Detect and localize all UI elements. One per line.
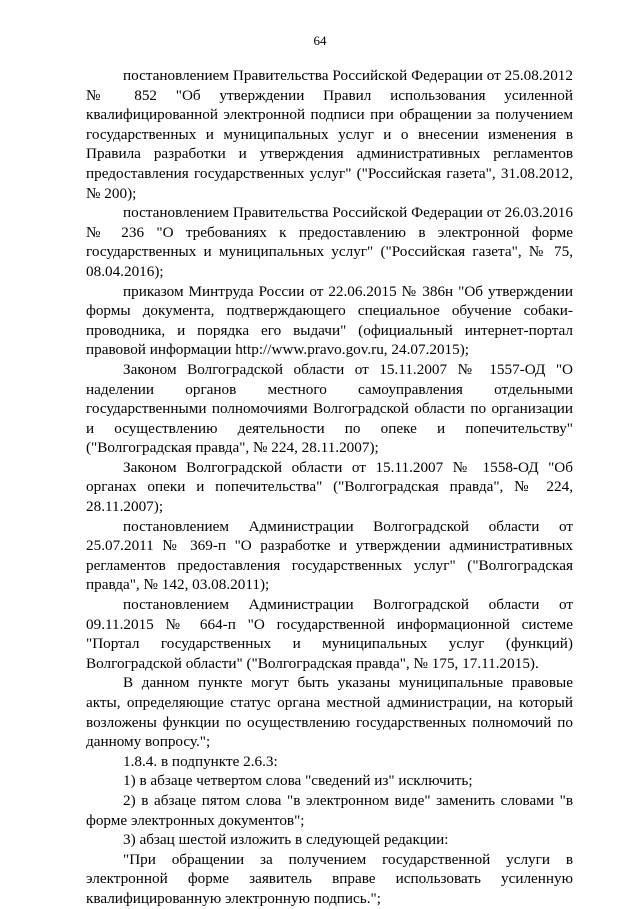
paragraph-municipal-acts-note: В данном пункте могут быть указаны муниципальные правовые акты, определяющие статус органа местной администрации, на который возложены функции по осуществлению государственных полномочий по данному вопросу."; (86, 674, 573, 751)
paragraph-law-1558-od: Законом Волгоградской области от 15.11.2007 № 1558-ОД "Об органах опеки и попечительства" ("Волгоградская правда", № 224, 28.11.2007); (86, 458, 573, 516)
paragraph-law-1557-od: Законом Волгоградской области от 15.11.2007 № 1557-ОД "О наделении органов местного самоуправления отдельными государственными полномочиями Волгоградской области по организации и осуществлению деятельности по опеке и попечительству" ("Волгоградская правда", № 224, 28.11.2007); (86, 360, 573, 457)
paragraph-decree-236: постановлением Правительства Российской Федерации от 26.03.2016 № 236 "О требованиях к предоставлению в электронной форме государственных и муниципальных услуг" ("Российская газета", № 75, 08.04.2016); (86, 204, 573, 280)
paragraph-decree-852: постановлением Правительства Российской Федерации от 25.08.2012 № 852 "Об утверждении Правил использования усиленной квалифицированной электронной подписи при обращении за получением государственных и муниципальных услуг и о внесении изменения в Правила разработки и утверждения административных регламентов предоставления государственных услуг" ("Российская газета", 31.08.2012, № 200); (86, 67, 573, 202)
paragraph-subclause-1-8-4: 1.8.4. в подпункте 2.6.3: (123, 752, 278, 770)
paragraph-new-wording: "При обращении за получением государственной услуги в электронной форме заявитель вправе использовать усиленную квалифицированную электронную подпись."; (86, 850, 573, 907)
paragraph-item-2: 2) в абзаце пятом слова "в электронном виде" заменить словами "в форме электронных документов"; (86, 791, 573, 829)
paragraph-item-1: 1) в абзаце четвертом слова "сведений из" исключить; (123, 772, 473, 790)
document-body (86, 66, 573, 909)
paragraph-item-3: 3) абзац шестой изложить в следующей редакции: (123, 831, 449, 849)
paragraph-order-386n: приказом Минтруда России от 22.06.2015 № 386н "Об утверждении формы документа, подтверждающего специальное обучение собаки-проводника, и порядка его выдачи" (официальный интернет-портал правовой информации http://www.pravo.gov.ru, 24.07.2015); (86, 282, 573, 359)
page-number: 64 (313, 33, 327, 48)
paragraph-decree-369-p: постановлением Администрации Волгоградской области от 25.07.2011 № 369-п "О разработке и утверждении административных регламентов предоставления государственных услуг" ("Волгоградская правда", № 142, 03.08.2011); (86, 517, 573, 594)
paragraph-decree-664-p: постановлением Администрации Волгоградской области от 09.11.2015 № 664-п "О государственной информационной системе "Портал государственных и муниципальных услуг (функций) Волгоградской области" ("Волгоградская правда", № 175, 17.11.2015). (86, 596, 573, 672)
